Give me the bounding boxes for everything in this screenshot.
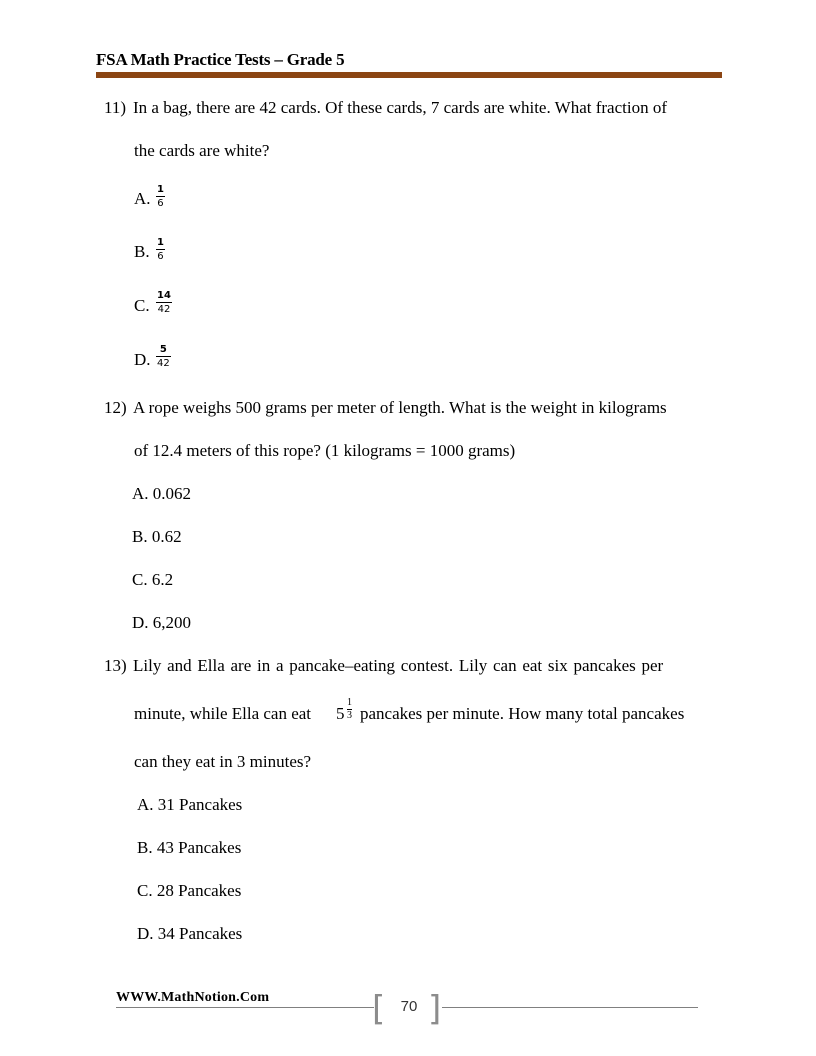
- option-value: 0.62: [151, 527, 182, 546]
- option-value: 6.2: [151, 570, 174, 589]
- footer-rule-left: [116, 1007, 374, 1008]
- option-label: D.: [132, 613, 149, 632]
- fraction-numerator: 14: [157, 290, 171, 301]
- question-13-line-1: Lily and Ella are in a pancake–eating contest. Lily can eat six pancakes per: [133, 656, 664, 675]
- question-11-option-b-label: B.: [134, 242, 150, 261]
- option-value: 0.062: [152, 484, 192, 503]
- question-11-option-c-fraction: [156, 290, 172, 315]
- fraction-numerator: 1: [157, 184, 164, 195]
- fraction-denominator: 42: [157, 304, 171, 315]
- question-13-line-2-start: minute, while Ella can eat: [134, 704, 312, 723]
- option-value: 28 Pancakes: [156, 881, 242, 900]
- option-label: B.: [132, 527, 148, 546]
- option-label: B.: [137, 838, 153, 857]
- fraction-numerator: 5: [159, 344, 167, 355]
- fraction-bar: [156, 196, 165, 197]
- header-rule: [96, 72, 722, 78]
- option-value: 6,200: [152, 613, 192, 632]
- fraction-bar: [156, 302, 172, 303]
- option-value: 34 Pancakes: [157, 924, 243, 943]
- question-13-line-3: can they eat in 3 minutes?: [134, 752, 312, 771]
- question-12-line-1: A rope weighs 500 grams per meter of length. What is the weight in kilograms: [133, 398, 667, 417]
- page-header-title: FSA Math Practice Tests – Grade 5: [96, 50, 345, 69]
- fraction-numerator: 1: [347, 697, 352, 708]
- question-12-option-d: [132, 613, 191, 633]
- fraction-bar: [156, 356, 171, 357]
- fraction-numerator: 1: [157, 237, 164, 248]
- fraction-denominator: 6: [157, 251, 164, 262]
- footer-website: WWW.MathNotion.Com: [116, 990, 270, 1005]
- option-value: 43 Pancakes: [156, 838, 242, 857]
- question-11-option-c-label: C.: [134, 296, 150, 315]
- mixed-number-fraction: [347, 698, 352, 721]
- question-13-option-d: [137, 924, 242, 944]
- option-label: A.: [137, 795, 154, 814]
- question-11-number: 11): [104, 98, 127, 117]
- fraction-denominator: 42: [157, 358, 170, 369]
- mixed-number-whole: 5: [336, 704, 345, 723]
- question-12-option-b: [132, 527, 182, 547]
- left-bracket-icon: [: [372, 989, 386, 1029]
- question-13-option-b: [137, 838, 241, 858]
- fraction-denominator: 3: [347, 710, 352, 721]
- fraction-bar: [156, 249, 165, 250]
- question-13-line-2-end: pancakes per minute. How many total pancakes: [360, 704, 685, 723]
- option-label: D.: [137, 924, 154, 943]
- question-12-option-a: [132, 484, 191, 504]
- page-number: 70: [400, 998, 418, 1015]
- option-label: C.: [132, 570, 148, 589]
- question-11-option-a-fraction: [156, 184, 165, 209]
- fraction-denominator: 6: [157, 198, 164, 209]
- question-13-option-c: [137, 881, 241, 901]
- question-12-line-2: of 12.4 meters of this rope? (1 kilograms = 1000 grams): [134, 441, 516, 460]
- question-11-line-1: In a bag, there are 42 cards. Of these cards, 7 cards are white. What fraction of: [133, 98, 667, 117]
- question-11-option-b-fraction: [156, 237, 165, 262]
- question-11-line-2: the cards are white?: [134, 141, 270, 160]
- question-11-option-d-fraction: [156, 344, 171, 369]
- footer-rule-right: [442, 1007, 698, 1008]
- question-13-number: 13): [104, 656, 127, 675]
- option-label: C.: [137, 881, 153, 900]
- option-value: 31 Pancakes: [157, 795, 243, 814]
- right-bracket-icon: ]: [428, 989, 442, 1029]
- question-11-option-a-label: A.: [134, 189, 151, 208]
- question-12-option-c: [132, 570, 173, 590]
- option-label: A.: [132, 484, 149, 503]
- question-12-number: 12): [104, 398, 127, 417]
- question-11-option-d-label: D.: [134, 350, 151, 369]
- question-13-option-a: [137, 795, 242, 815]
